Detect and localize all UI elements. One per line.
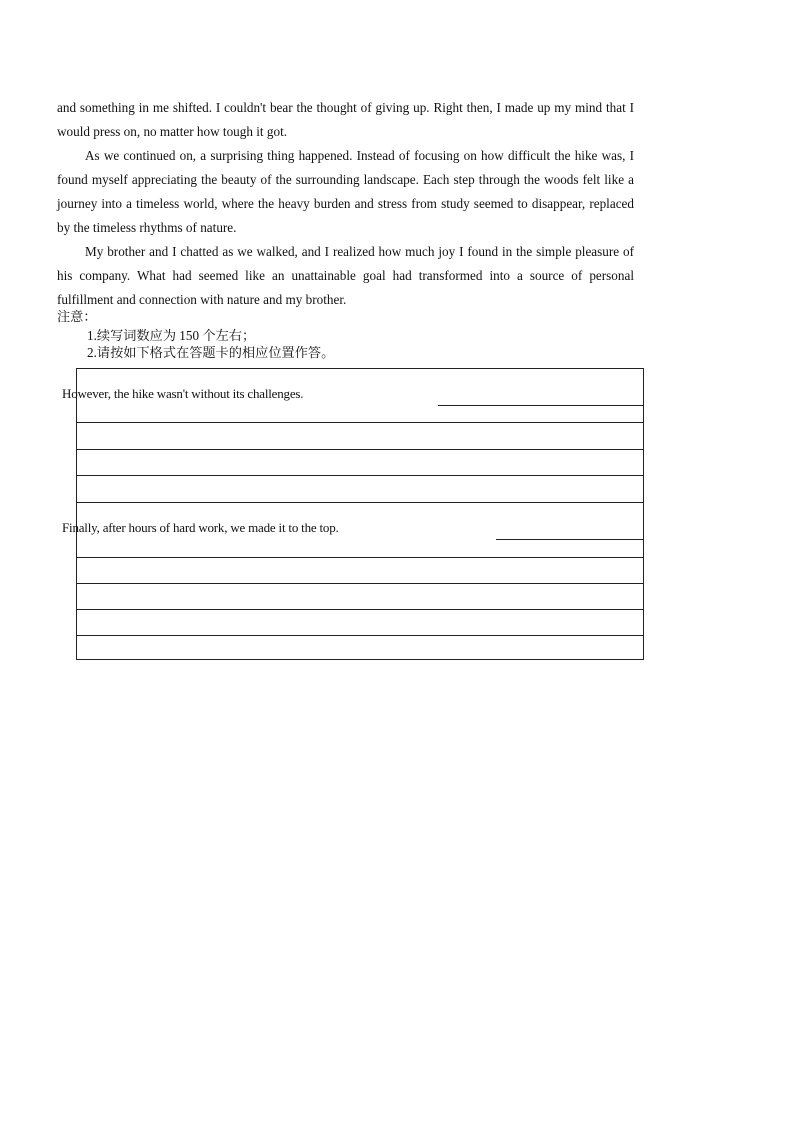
answer-line[interactable] [76, 422, 644, 423]
answer-line[interactable] [76, 583, 644, 584]
note-item-format: 2.请按如下格式在答题卡的相应位置作答。 [87, 345, 335, 360]
passage-paragraph-3: My brother and I chatted as we walked, and I realized how much joy I found in the simple pleasure of his company. What had seemed like an unattainable goal had transformed into a source of personal fulfillment and connection with nature and my brother. [57, 244, 634, 307]
answer-line[interactable] [76, 609, 644, 610]
answer-line[interactable] [76, 635, 644, 636]
paragraph-starter-1: However, the hike wasn't without its challenges. [62, 386, 304, 401]
answer-line[interactable] [76, 475, 644, 476]
paragraph-starter-2: Finally, after hours of hard work, we made it to the top. [62, 520, 339, 535]
passage-paragraph-2: As we continued on, a surprising thing happened. Instead of focusing on how difficult the hike was, I found myself appreciating the beauty of the surrounding landscape. Each step through the woods felt like a journey into a timeless world, where the heavy burden and stress from study seemed to disappear, replaced by the timeless rhythms of nature. [57, 148, 634, 235]
passage-paragraph-1: and something in me shifted. I couldn't bear the thought of giving up. Right then, I made up my mind that I would press on, no matter how tough it got. [57, 100, 634, 139]
answer-sheet-box [76, 368, 644, 660]
answer-line[interactable] [76, 502, 644, 503]
answer-line[interactable] [76, 449, 644, 450]
answer-line[interactable] [496, 539, 644, 540]
answer-line[interactable] [76, 557, 644, 558]
note-item-word-count: 1.续写词数应为 150 个左右； [87, 328, 256, 343]
answer-line[interactable] [438, 405, 644, 406]
notes-label: 注意： [57, 309, 97, 324]
